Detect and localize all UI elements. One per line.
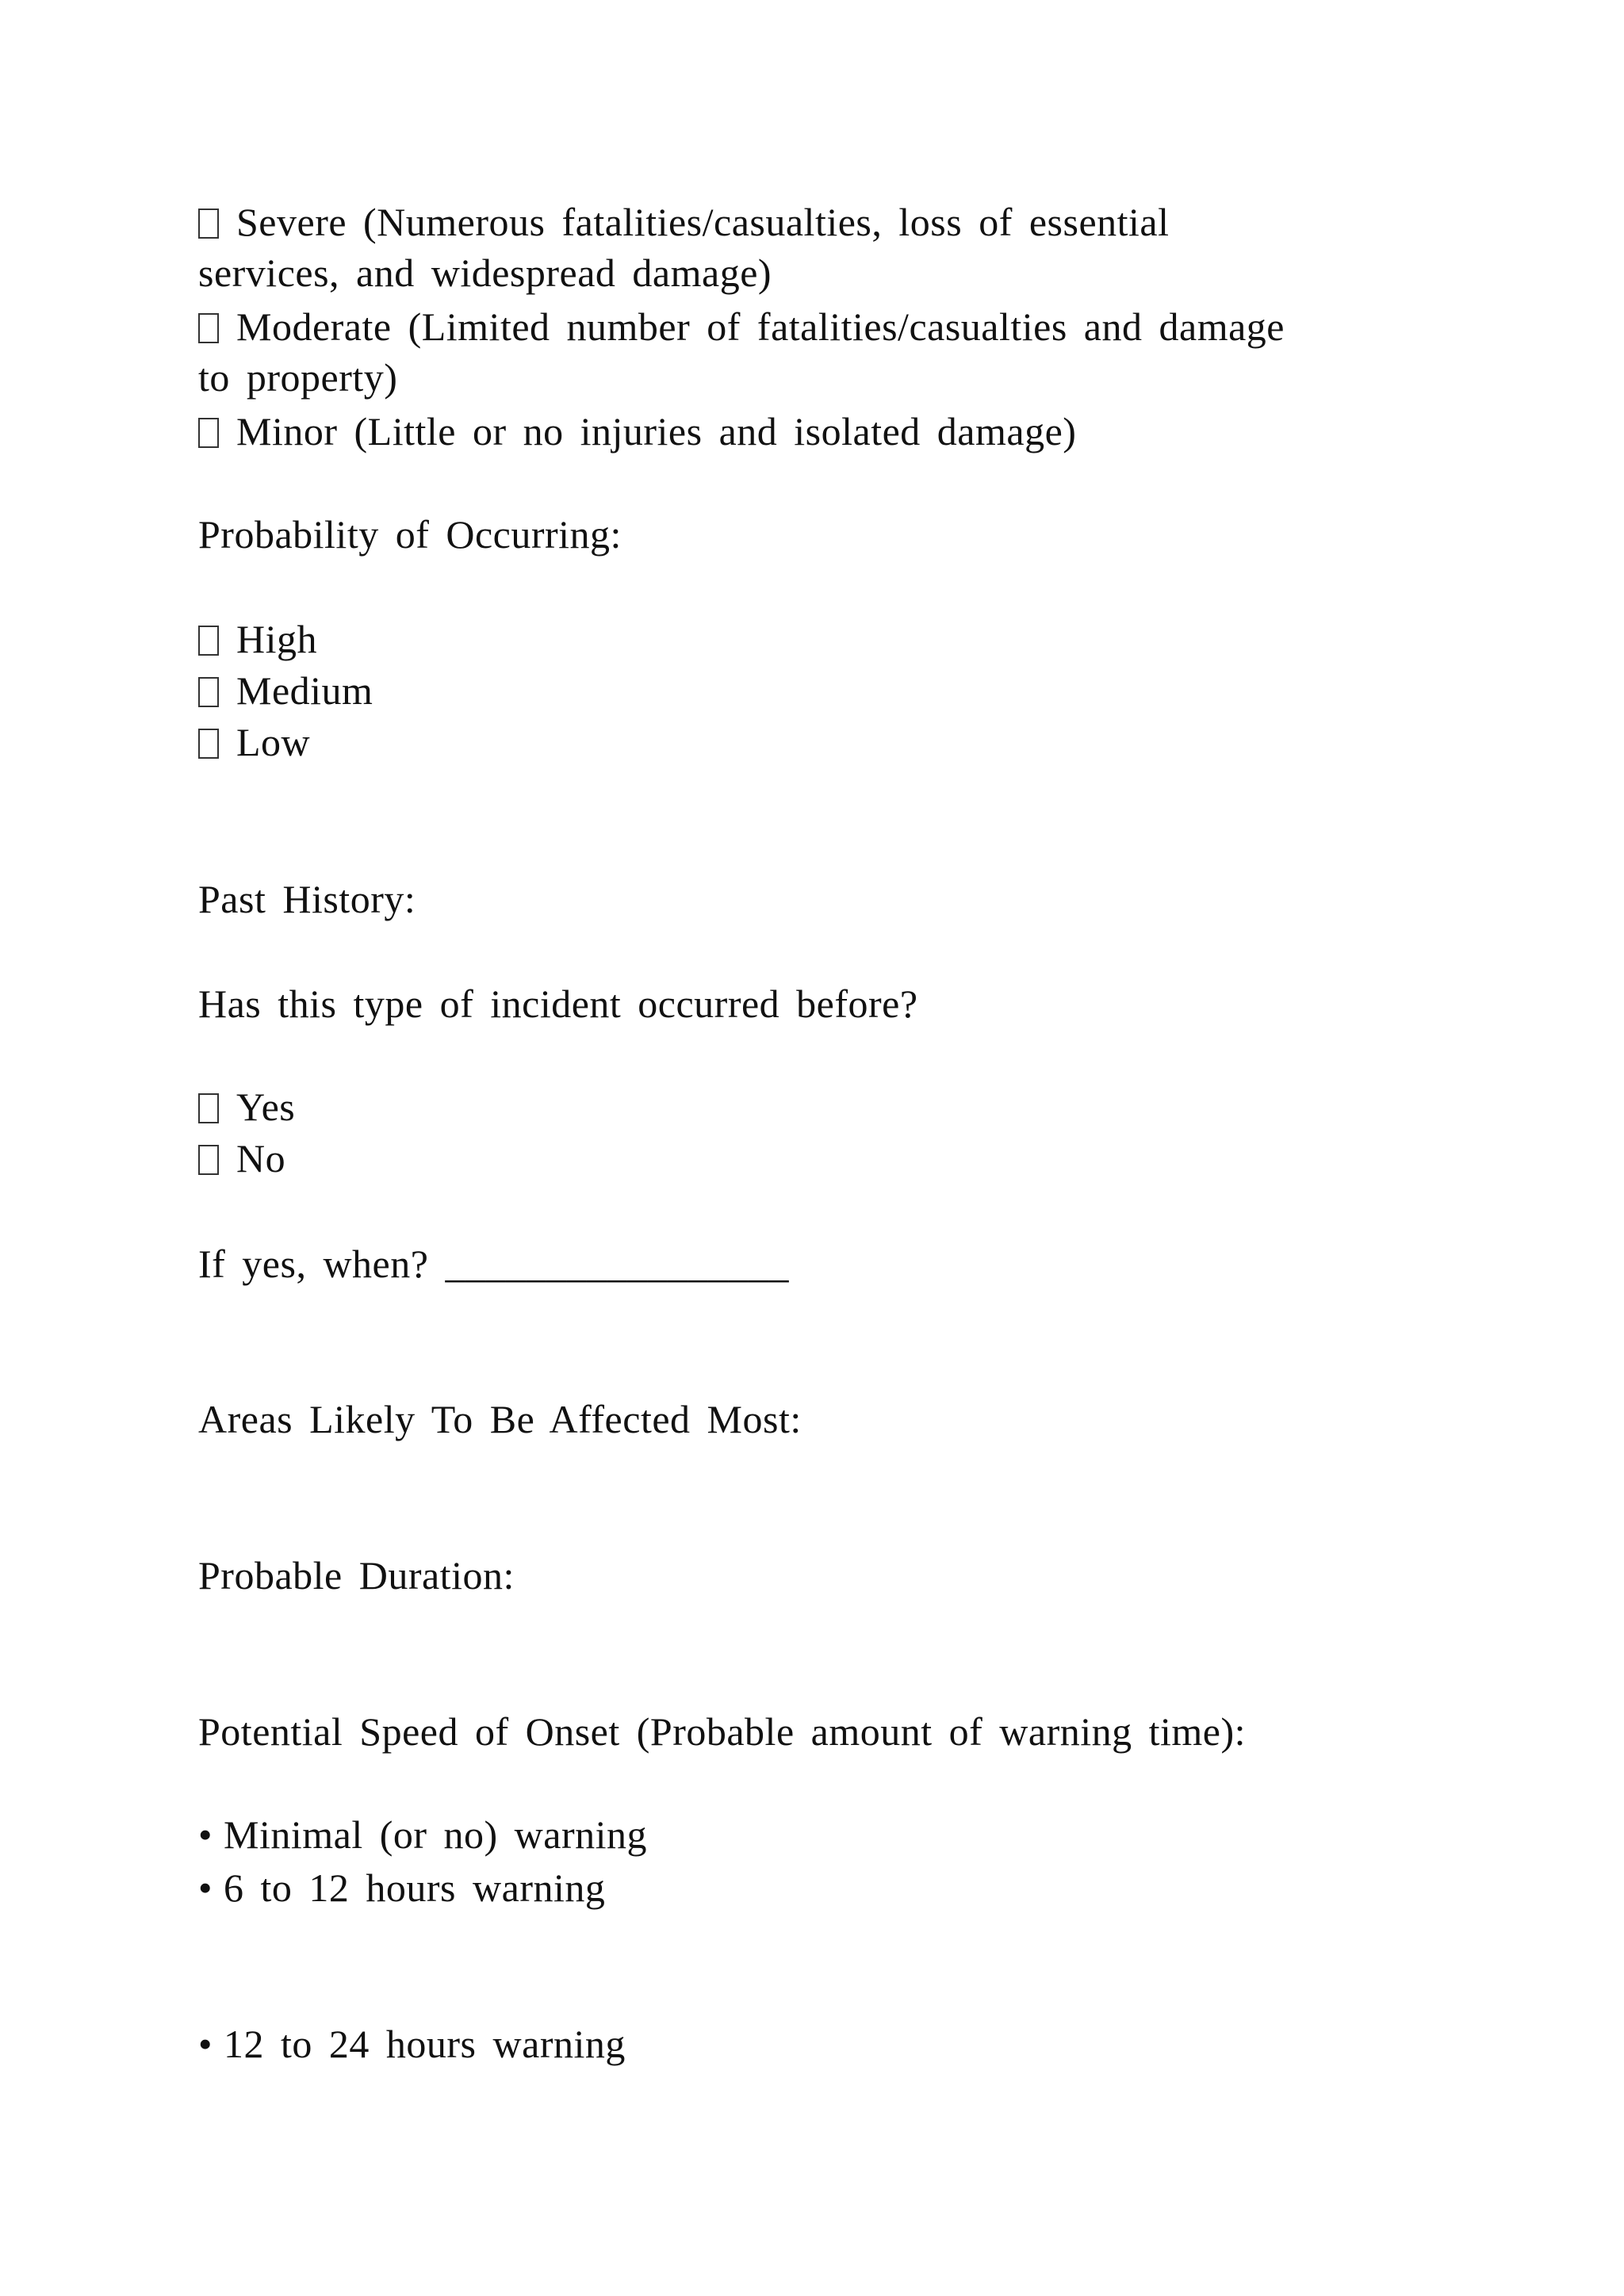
severity-moderate-continuation: to property) (198, 355, 398, 400)
checkbox-icon[interactable] (198, 677, 219, 707)
past-history-option-yes[interactable] (198, 1081, 295, 1132)
severity-moderate-label: Moderate (Limited number of fatalities/casualties and damage (236, 304, 1285, 349)
checkbox-icon[interactable] (198, 418, 219, 448)
onset-6-12-label: 6 to 12 hours warning (224, 1866, 606, 1910)
severity-minor-label: Minor (Little or no injuries and isolated damage) (236, 409, 1077, 453)
checkbox-icon[interactable] (198, 209, 219, 239)
bullet-icon: • (198, 2022, 213, 2066)
onset-item-6-12 (198, 1862, 605, 1913)
past-history-when-field[interactable]: If yes, when? _________________ (198, 1242, 789, 1286)
checkbox-icon[interactable] (198, 626, 219, 656)
probability-low-label: Low (236, 720, 311, 764)
probability-option-high[interactable] (198, 614, 317, 664)
severity-option-severe[interactable] (198, 197, 1170, 247)
checkbox-icon[interactable] (198, 1145, 219, 1175)
checkbox-icon[interactable] (198, 1093, 219, 1123)
past-history-question: Has this type of incident occurred before? (198, 982, 918, 1026)
probability-option-medium[interactable] (198, 665, 373, 716)
probability-medium-label: Medium (236, 668, 373, 713)
past-history-option-no[interactable] (198, 1133, 285, 1184)
probability-heading: Probability of Occurring: (198, 512, 622, 557)
onset-item-12-24 (198, 2019, 626, 2069)
probability-high-label: High (236, 617, 317, 661)
onset-heading: Potential Speed of Onset (Probable amount of warning time): (198, 1709, 1247, 1754)
duration-heading: Probable Duration: (198, 1553, 515, 1598)
bullet-icon: • (198, 1866, 213, 1910)
severity-severe-label: Severe (Numerous fatalities/casualties, loss of essential (236, 200, 1170, 244)
severity-severe-continuation: services, and widespread damage) (198, 251, 772, 295)
onset-minimal-label: Minimal (or no) warning (224, 1812, 648, 1857)
severity-option-moderate[interactable] (198, 301, 1285, 352)
past-history-no-label: No (236, 1136, 286, 1181)
past-history-yes-label: Yes (236, 1085, 296, 1129)
areas-heading: Areas Likely To Be Affected Most: (198, 1397, 802, 1441)
onset-item-minimal (198, 1809, 647, 1860)
bullet-icon: • (198, 1812, 213, 1857)
onset-12-24-label: 12 to 24 hours warning (224, 2022, 626, 2066)
severity-option-minor[interactable] (198, 406, 1076, 457)
probability-option-low[interactable] (198, 717, 310, 767)
past-history-heading: Past History: (198, 877, 416, 921)
checkbox-icon[interactable] (198, 313, 219, 343)
checkbox-icon[interactable] (198, 729, 219, 759)
